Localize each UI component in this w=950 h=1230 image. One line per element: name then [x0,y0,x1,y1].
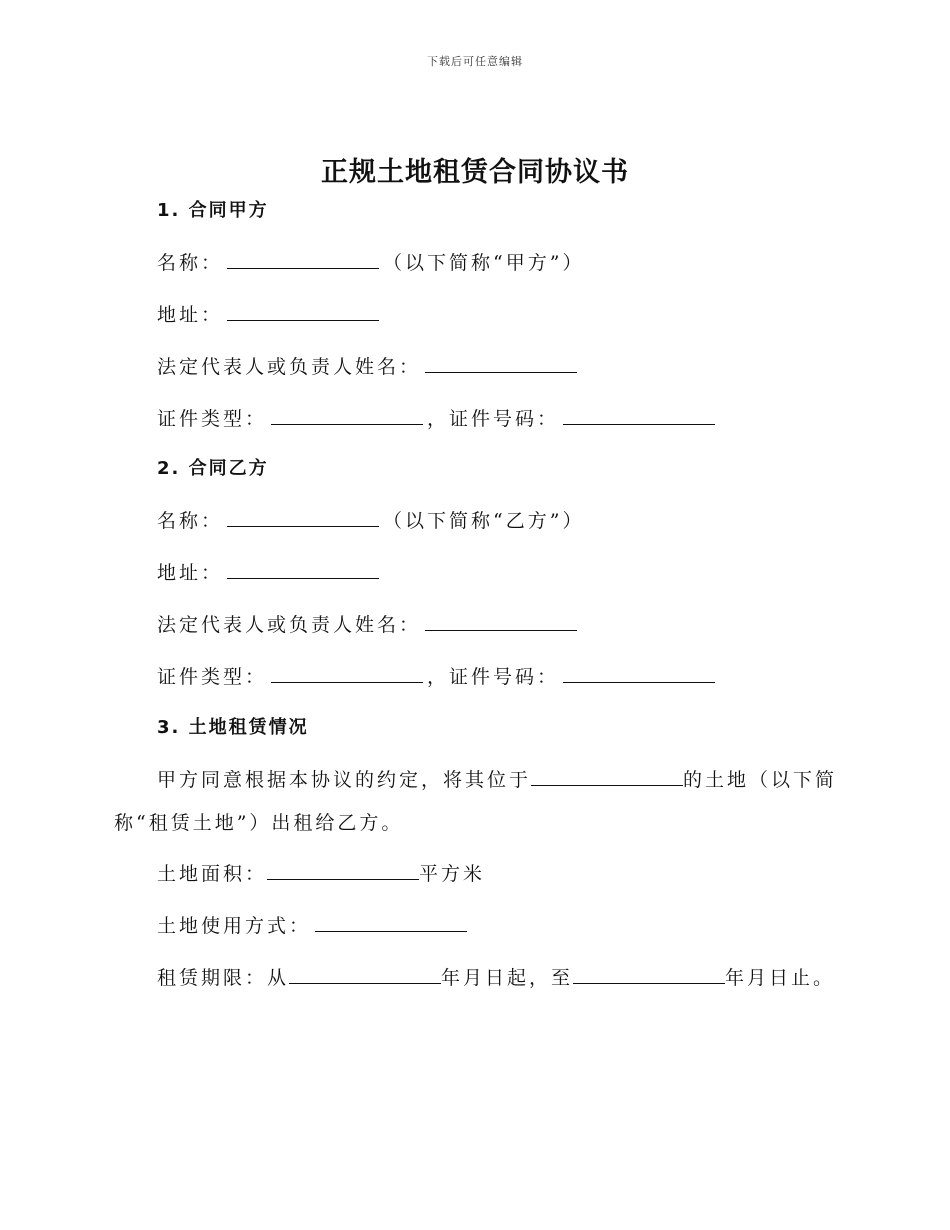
lease-location-blank[interactable] [531,767,683,786]
party-a-rep-row [157,354,581,379]
party-a-rep-blank[interactable] [425,354,577,373]
party-b-address-row [157,560,383,585]
lease-term-end-blank[interactable] [573,965,725,984]
section-heading-party-b: 2. 合同乙方 [157,458,269,479]
lease-usage-blank[interactable] [315,913,467,932]
party-a-name-label: 名称： [157,252,224,274]
lease-paragraph-line-1 [157,767,837,792]
party-b-id-type-label: 证件类型： [157,666,268,688]
party-a-id-type-blank[interactable] [271,406,423,425]
party-a-name-suffix: （以下简称“甲方”） [383,252,585,274]
header-note: 下载后可任意编辑 [427,55,523,68]
lease-usage-row [157,913,471,938]
lease-area-row [157,861,485,886]
lease-para-part2: 的土地（以下简 [683,769,838,791]
party-b-id-no-label: ，证件号码： [427,666,560,688]
party-a-address-label: 地址： [157,304,224,326]
party-b-name-blank[interactable] [227,508,379,527]
section-heading-party-a: 1. 合同甲方 [157,200,269,221]
party-b-address-label: 地址： [157,562,224,584]
party-a-rep-label: 法定代表人或负责人姓名： [157,356,422,378]
party-b-rep-label: 法定代表人或负责人姓名： [157,614,422,636]
lease-term-label: 租赁期限：从 [157,967,290,989]
party-b-id-no-blank[interactable] [563,664,715,683]
party-b-name-suffix: （以下简称“乙方”） [383,510,585,532]
lease-area-label: 土地面积： [157,863,268,885]
party-a-address-blank[interactable] [227,302,379,321]
party-a-id-type-label: 证件类型： [157,408,268,430]
lease-paragraph-line-2: 称“租赁土地”）出租给乙方。 [114,812,404,834]
party-b-id-row [157,664,719,689]
document-title: 正规土地租赁合同协议书 [321,157,629,188]
party-a-id-row [157,406,719,431]
party-b-rep-blank[interactable] [425,612,577,631]
lease-usage-label: 土地使用方式： [157,915,312,937]
party-a-name-blank[interactable] [227,250,379,269]
section-heading-lease: 3. 土地租赁情况 [157,717,309,738]
party-b-rep-row [157,612,581,637]
party-a-id-no-label: ，证件号码： [427,408,560,430]
lease-para-part1: 甲方同意根据本协议的约定，将其位于 [157,769,532,791]
party-b-address-blank[interactable] [227,560,379,579]
party-b-name-label: 名称： [157,510,224,532]
party-a-name-row [157,250,584,275]
party-b-id-type-blank[interactable] [271,664,423,683]
lease-area-unit: 平方米 [419,863,486,885]
lease-term-end: 年月日止。 [725,967,836,989]
party-a-id-no-blank[interactable] [563,406,715,425]
lease-term-start-blank[interactable] [289,965,441,984]
lease-term-mid: 年月日起，至 [441,967,574,989]
party-b-name-row [157,508,584,533]
party-a-address-row [157,302,383,327]
lease-term-row [157,965,835,990]
lease-area-blank[interactable] [267,861,419,880]
